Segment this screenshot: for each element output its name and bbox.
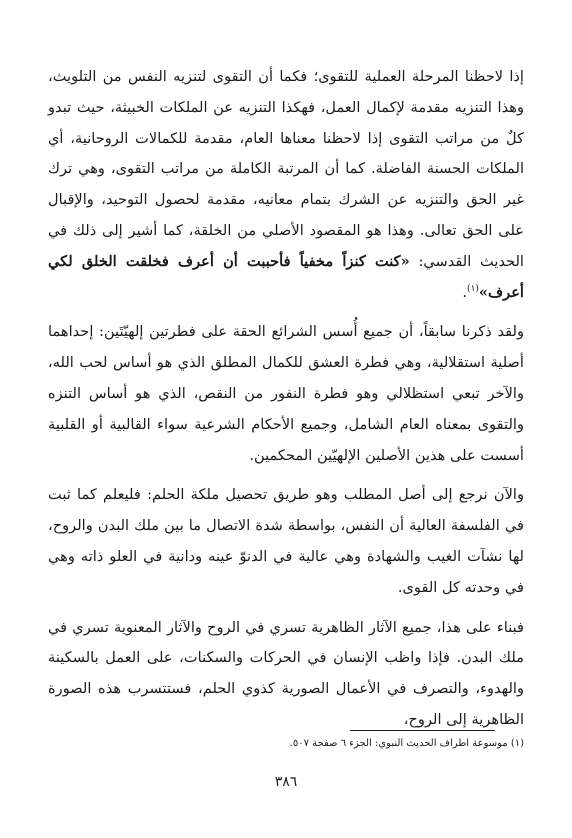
page-body xyxy=(48,62,524,736)
paragraph-1-end: . xyxy=(462,283,468,301)
paragraph-3: والآن نرجع إلى أصل المطلب وهو طريق تحصيل ملكة الحلم: فليعلم كما ثبت في الفلسفة العالية أن النفس، بواسطة شدة الاتصال ما بين ملك البدن والروح، لها نشآت الغيب والشهادة وهي عالية في الدنوّ عينه ودانية في العلو ذاته وهي في وحدته كل القوى. xyxy=(48,486,524,596)
footnote-divider xyxy=(350,730,495,731)
paragraph-gap xyxy=(48,604,524,613)
paragraph-4: فبناء على هذا، جميع الآثار الظاهرية تسري في الروح والآثار المعنوية تسري في ملك البدن. فإذا واظب الإنسان في الحركات والسكنات، على العمل بالسكينة والهدوء، والتصرف في الأعمال الصورية كذوي الحلم، فستتسرب هذه الصورة الظاهرية إلى الروح، xyxy=(48,618,524,728)
paragraph-gap xyxy=(48,308,524,317)
paragraph-2: ولقد ذكرنا سابقاً، أن جميع أُسس الشرائع الحقة على فطرتين إلهيّتَين: إحداهما أصلية استقلالية، وهي فطرة العشق للكمال المطلق الذي هو أساس لحب الله، والآخر تبعي استظلالي وهو فطرة النفور من النقص، الذي هو أساس التنزه والتقوى بمعناه العام الشامل، وجميع الأحكام الشرعية سواء القالبية أو القلبية أسست على هذين الأصلين الإلهيّين المحكمين. xyxy=(48,323,524,464)
hadith-quote: «كنت كنزاً مخفياً فأحببت أن أعرف فخلقت الخلق لكي أعرف» xyxy=(48,252,524,301)
paragraph-1 xyxy=(48,62,524,308)
footnote-ref: (١) xyxy=(467,283,479,294)
paragraph-1-text: إذا لاحظنا المرحلة العملية للتقوى؛ فكما أن التقوى لتنزيه النفس من التلويث، وهذا التنزيه مقدمة لإكمال العمل، فهكذا التنزيه عن الملكات الخبيثة، حيث تبدو كلٌ من مراتب التقوى إذا لاحظنا معناها العام، مقدمة للكمالات الروحانية، أي الملكات الحسنة الفاضلة. كما أن المرتبة الكاملة من مراتب التقوى، وهي ترك غير الحق والتنزيه عن الشرك بتمام معانيه، مقدمة لحصول التوحيد، والإقبال على الحق تعالى. وهذا هو المقصود الأصلي من الخلقة، كما أشير إلى ذلك في الحديث القدسي: xyxy=(48,68,524,270)
footnote: (١) موسوعة اطراف الحديث النبوي: الجزء ٦ صفحة ٥٠٧. xyxy=(289,738,524,749)
page-number: ٣٨٦ xyxy=(274,774,298,790)
paragraph-gap xyxy=(48,471,524,480)
